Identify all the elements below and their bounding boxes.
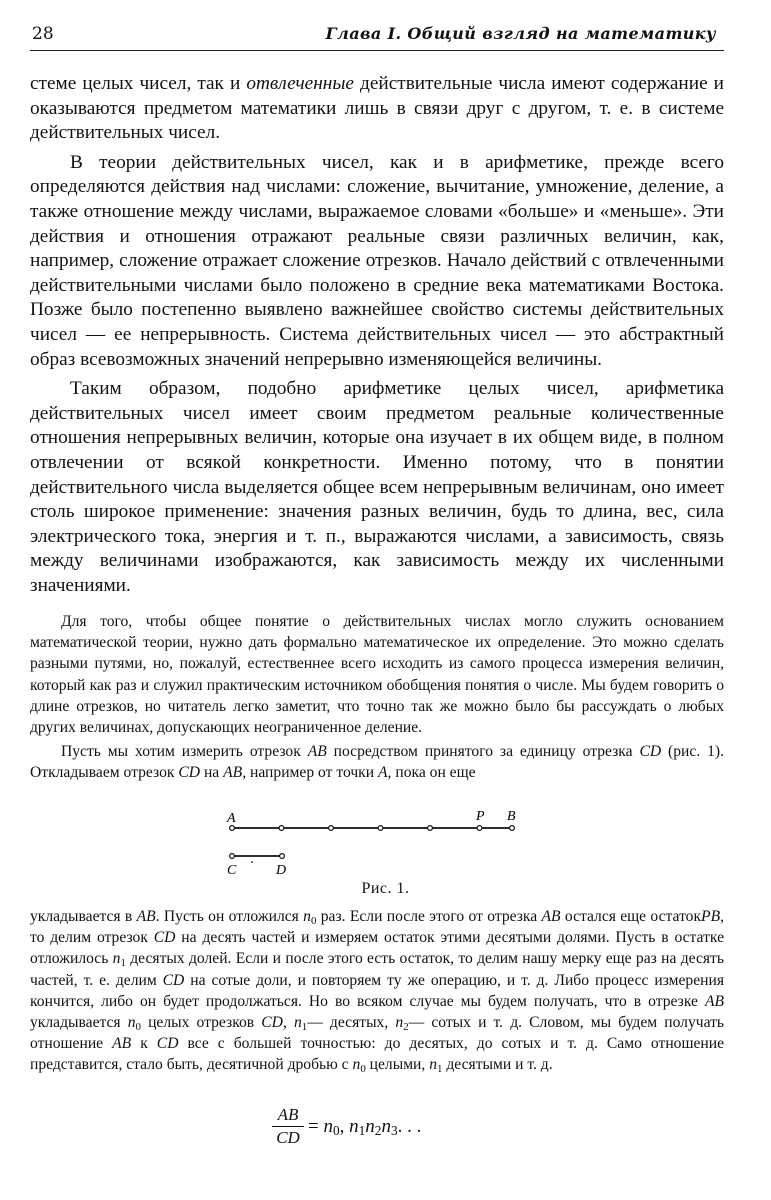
label-P: P: [476, 809, 485, 824]
paragraph-6: укладывается в AB. Пусть он отложился $n_0$ раз. Если после этого от отрезка AB остался еще остатокPB, то делим отрезок CD на десять частей и измеряем остаток этими десятыми долями. Пусть в остатке отложилось $n_1$ десятых долей. Если и после этого есть остаток, то делим нашу мерку еще раз на десять частей, т. е. делим CD на сотые доли, и повторяем ту же операцию, и т. д. Либо процесс измерения кончится, либо он будет продолжаться. Но во всяком случае мы будем получать, что в отрезке AB укладывается $n_0$ целых отрезков CD, $n_1—$ десятых, $n_2—$ сотых и т. д. Словом, мы будем получать отношение AB к CD все с большей точностью: до десятых, до сотых и т. д. Само отношение представится, стало быть, десятичной дробью с $n_0$ целыми, $n_1$ десятыми и т. д.: [30, 908, 725, 1076]
paragraph-2: В теории действительных чисел, как и в арифметике, прежде всего определяются действия над числами: сложение, вычитание, умножение, деление, а также отношение между числами, выражаемое словами «больше» и «меньше». Эти действия и отношения отражают реальные связи различных величин, как, например, сложение отражает сложение отрезков. Начало действий с отвлеченными действительными числами было положено в средние века математиками Востока. Позже было постепенно выявлено важнейшее свойство системы действительных чисел — ее непрерывность. Система действительных чисел — это абстрактный образ всевозможных значений непрерывно изменяющейся величины.: [30, 151, 724, 370]
point-P: [477, 826, 482, 831]
point-B: [510, 826, 515, 831]
point-D: [280, 854, 285, 859]
paragraph-5: Пусть мы хотим измерить отрезок AB посредством принятого за единицу отрезка CD (рис. 1). Откладываем отрезок CD на AB, например от точки A, пока он еще: [30, 743, 725, 782]
division-point: [329, 826, 334, 831]
fraction-numerator: AB: [277, 1105, 299, 1124]
label-B: B: [507, 809, 516, 824]
label-C: C: [227, 863, 237, 878]
point-A: [230, 826, 235, 831]
page-number: 28: [32, 24, 54, 44]
figure-dot: [251, 861, 253, 863]
paragraph-1: стеме целых чисел, так и отвлеченные действительные числа имеют содержание и оказываются предметом математики лишь в связи друг с другом, т. е. в системе действительных чисел.: [30, 73, 724, 144]
fraction-bar: [272, 1126, 304, 1127]
formula-rhs: = $n_0$, $n_1n_2n_3$. . .: [308, 1116, 422, 1138]
fraction: [272, 1105, 304, 1148]
point-C: [230, 854, 235, 859]
label-A: A: [227, 811, 236, 826]
emphasis-abstract: отвлеченные: [246, 73, 354, 94]
division-point: [279, 826, 284, 831]
paragraph-4: Для того, чтобы общее понятие о действительных числах могло служить основанием математической теории, нужно дать формально математическое их определение. Это можно сделать разными путями, но, пожалуй, естественнее всего исходить из самого процесса измерения величин, который как раз и служил практическим источником обобщения понятия о числе. Мы будем говорить о длине отрезков, но читатель легко заметит, что точно так же можно было бы рассуждать о любых других величинах, допускающих неограниченное деление.: [30, 613, 724, 737]
running-title: Глава I. Общий взгляд на математику: [325, 24, 716, 43]
label-D: D: [276, 863, 287, 878]
division-point: [428, 826, 433, 831]
main-text-small-2: [30, 906, 724, 1076]
division-point: [378, 826, 383, 831]
paragraph-3: Таким образом, подобно арифметике целых чисел, арифметика действительных чисел имеет своим предметом реальные количественные отношения непрерывных величин, которые она изучает в их общем виде, в полном отвлечении от всякой конкретности. Именно потому, что в понятии действительного числа выделяется общее всем непрерывным величинам, оно имеет столь широкое применение: значения разных величин, будь то длина, вес, сила электрического тока, энергия и т. п., выражаются числами, а зависимость, связь между величинами изображаются, как зависимость между их численными значениями.: [30, 378, 724, 596]
figure-caption: Рис. 1.: [361, 880, 410, 897]
fraction-denominator: CD: [276, 1128, 300, 1147]
